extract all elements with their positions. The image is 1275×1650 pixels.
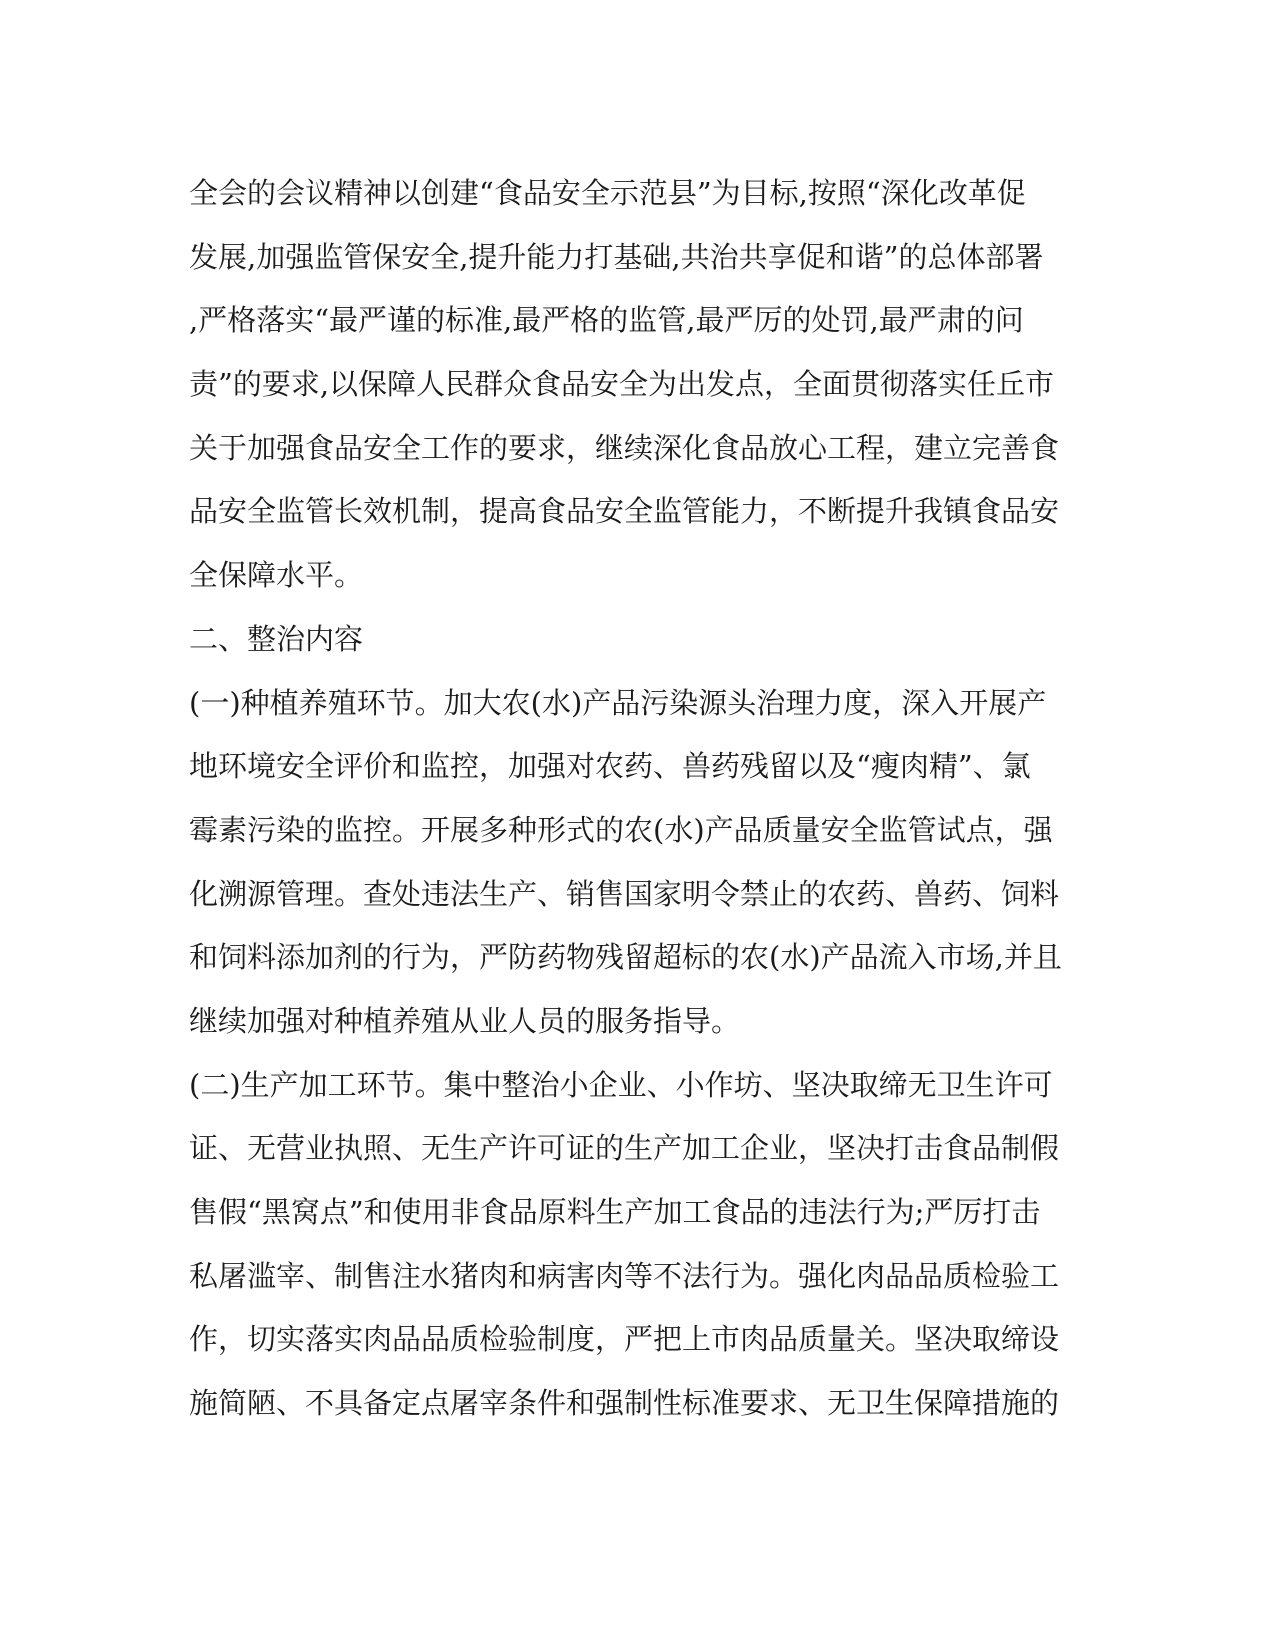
text-line: 售假“黑窝点”和使用非食品原料生产加工食品的违法行为;严厉打击 [189,1195,1041,1229]
text-line: 化溯源管理。查处违法生产、销售国家明令禁止的农药、兽药、饲料 [189,876,1060,911]
text-line: 关于加强食品安全工作的要求，继续深化食品放心工程，建立完善食 [189,430,1060,465]
text-line: ,严格落实“最严谨的标准,最严格的监管,最严厉的处罚,最严肃的问 [189,303,1024,338]
section-heading: 二、整治内容 [189,621,364,656]
text-line: 继续加强对种植养殖从业人员的服务指导。 [189,1003,741,1038]
text-line: 品安全监管长效机制，提高食品安全监管能力，不断提升我镇食品安 [189,494,1060,529]
text-line: 全保障水平。 [189,558,364,593]
text-line: 证、无营业执照、无生产许可证的生产加工企业，坚决打击食品制假 [189,1131,1060,1166]
body-text [189,162,1086,1436]
text-line: 霉素污染的监控。开展多种形式的农(水)产品质量安全监管试点，强 [189,812,1053,847]
text-line: 地环境安全评价和监控，加强对农药、兽药残留以及“瘦肉精”、氯 [189,749,1031,784]
text-line: 发展,加强监管保安全,提升能力打基础,共治共享促和谐”的总体部署 [189,239,1044,274]
text-line: 施简陋、不具备定点屠宰条件和强制性标准要求、无卫生保障措施的 [189,1386,1060,1421]
text-line: 私屠滥宰、制售注水猪肉和病害肉等不法行为。强化肉品品质检验工 [189,1258,1060,1293]
text-line: 和饲料添加剂的行为，严防药物残留超标的农(水)产品流入市场,并且 [189,940,1062,975]
text-line: (二)生产加工环节。集中整治小企业、小作坊、坚决取缔无卫生许可 [189,1067,1053,1102]
text-line: 作，切实落实肉品品质检验制度，严把上市肉品质量关。坚决取缔设 [189,1322,1060,1357]
text-line: 责”的要求,以保障人民群众食品安全为出发点，全面贯彻落实任丘市 [189,367,1055,402]
text-line: (一)种植养殖环节。加大农(水)产品污染源头治理力度，深入开展产 [189,685,1047,720]
text-line: 全会的会议精神以创建“食品安全示范县”为目标,按照“深化改革促 [189,176,1026,210]
